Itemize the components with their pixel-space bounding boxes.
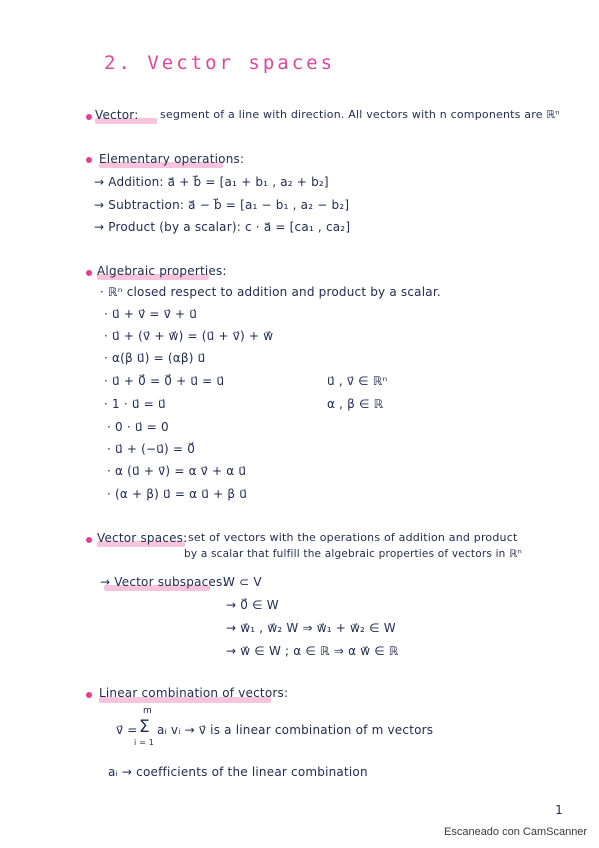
subspace-rule-1: W ⊂ V xyxy=(223,575,262,589)
vector-spaces-def-1: set of vectors with the operations of addition and product xyxy=(188,531,518,544)
property-line: · (α + β) u⃗ = α u⃗ + β u⃗ xyxy=(107,487,248,501)
bullet-icon xyxy=(86,537,92,543)
addition-line: → Addition: a⃗ + b⃗ = [a₁ + b₁ , a₂ + b₂] xyxy=(94,175,329,189)
linear-combination-label: Linear combination of vectors: xyxy=(99,686,289,700)
property-line: · 1 · u⃗ = u⃗ xyxy=(104,397,166,411)
bullet-icon xyxy=(86,270,92,276)
bullet-icon xyxy=(86,692,92,698)
property-line: · α(β u⃗) = (αβ) u⃗ xyxy=(104,351,206,365)
subspaces-label: → Vector subspaces: xyxy=(100,575,227,589)
property-line: · u⃗ + v⃗ = v⃗ + u⃗ xyxy=(104,307,198,321)
page-number: 1 xyxy=(555,803,563,817)
subspace-rule-2: → 0⃗ ∈ W xyxy=(226,598,279,612)
property-line: · u⃗ + (v⃗ + w⃗) = (u⃗ + v⃗) + w⃗ xyxy=(104,329,274,343)
scanner-watermark: Escaneado con CamScanner xyxy=(444,826,588,838)
closed-property: · ℝⁿ closed respect to addition and product by a scalar. xyxy=(100,285,441,299)
product-line: → Product (by a scalar): c · a⃗ = [ca₁ , ca₂] xyxy=(94,220,351,234)
subtraction-line: → Subtraction: a⃗ − b⃗ = [a₁ − b₁ , a₂ − b₂] xyxy=(94,198,350,212)
domain-note-vectors: u⃗ , v⃗ ∈ ℝⁿ xyxy=(327,374,388,388)
elementary-label: Elementary operations: xyxy=(99,152,245,166)
vector-spaces-label: Vector spaces: xyxy=(97,531,188,545)
page-title: 2. Vector spaces xyxy=(104,52,336,74)
algebraic-label: Algebraic properties: xyxy=(97,264,227,278)
domain-note-scalars: α , β ∈ ℝ xyxy=(327,397,384,411)
sum-lower-limit: i = 1 xyxy=(134,738,155,747)
sum-symbol: Σ xyxy=(139,717,150,737)
vector-spaces-def-2: by a scalar that fulfill the algebraic properties of vectors in ℝⁿ xyxy=(184,548,522,560)
vector-definition: segment of a line with direction. All vectors with n components are ℝⁿ xyxy=(160,108,560,121)
property-line: · α (u⃗ + v⃗) = α v⃗ + α u⃗ xyxy=(107,464,247,478)
formula-rhs: aᵢ vᵢ → v⃗ is a linear combination of m vectors xyxy=(157,723,434,737)
subspace-rule-4: → w⃗ ∈ W ; α ∈ ℝ ⇒ α w⃗ ∈ ℝ xyxy=(226,644,399,658)
vector-label: Vector: xyxy=(95,108,139,122)
sum-upper-limit: m xyxy=(143,706,152,716)
coefficients-note: aᵢ → coefficients of the linear combination xyxy=(108,765,368,779)
property-line: · u⃗ + (−u⃗) = 0⃗ xyxy=(107,442,196,456)
bullet-icon xyxy=(86,157,92,163)
subspace-rule-3: → w⃗₁ , w⃗₂ W ⇒ w⃗₁ + w⃗₂ ∈ W xyxy=(226,621,396,635)
property-line: · u⃗ + 0⃗ = 0⃗ + u⃗ = u⃗ xyxy=(104,374,225,388)
property-line: · 0 · u⃗ = 0 xyxy=(107,420,169,434)
formula-lhs: v⃗ = xyxy=(116,723,138,737)
bullet-icon xyxy=(86,114,92,120)
